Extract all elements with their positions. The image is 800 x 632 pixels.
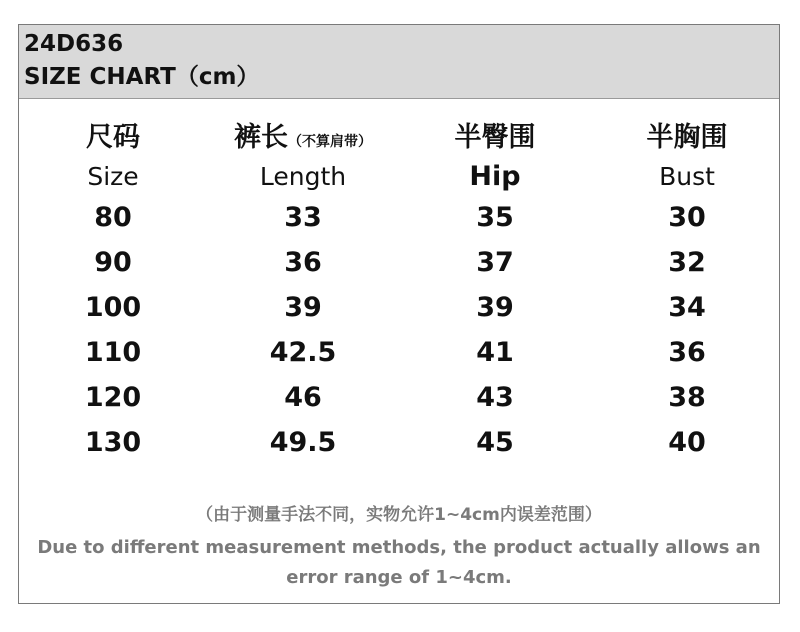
chart-header [19,25,779,99]
col-header-hip-zh: 半臀围 [454,122,536,153]
cell-length: 39 [284,292,322,323]
footer-note-zh: （由于测量手法不同，实物允许1~4cm内误差范围） [196,505,602,525]
cell-hip: 41 [476,337,514,368]
footer-note-en-line2: error range of 1~4cm. [286,567,512,588]
cell-size: 90 [94,247,132,278]
cell-bust: 32 [668,247,706,278]
cell-size: 130 [84,427,142,458]
cell-length: 49.5 [269,427,337,458]
cell-length: 42.5 [269,337,337,368]
cell-bust: 40 [668,427,706,458]
cell-hip: 39 [476,292,514,323]
cell-hip: 35 [476,202,514,233]
col-header-size-zh: 尺码 [86,122,140,153]
cell-size: 80 [94,202,132,233]
col-header-length-en: Length [259,162,347,191]
size-chart-frame [18,24,780,604]
cell-hip: 37 [476,247,514,278]
cell-length: 33 [284,202,322,233]
cell-length: 46 [284,382,322,413]
footer-note-en-line1: Due to different measurement methods, the product actually allows an [37,537,761,558]
cell-size: 120 [84,382,142,413]
cell-bust: 30 [668,202,706,233]
col-header-length-zh: 裤长（不算肩带） [234,122,372,153]
cell-bust: 38 [668,382,706,413]
cell-hip: 45 [476,427,514,458]
cell-size: 110 [84,337,142,368]
chart-title: SIZE CHART（cm） [24,64,260,90]
col-header-bust-zh: 半胸围 [646,122,728,153]
cell-hip: 43 [476,382,514,413]
col-header-bust-en: Bust [659,162,715,191]
cell-bust: 36 [668,337,706,368]
cell-length: 36 [284,247,322,278]
cell-size: 100 [84,292,142,323]
col-header-size-en: Size [87,162,139,191]
cell-bust: 34 [668,292,706,323]
col-header-hip-en: Hip [469,161,521,192]
product-code: 24D636 [24,31,124,57]
length-note: （不算肩带） [288,134,372,150]
